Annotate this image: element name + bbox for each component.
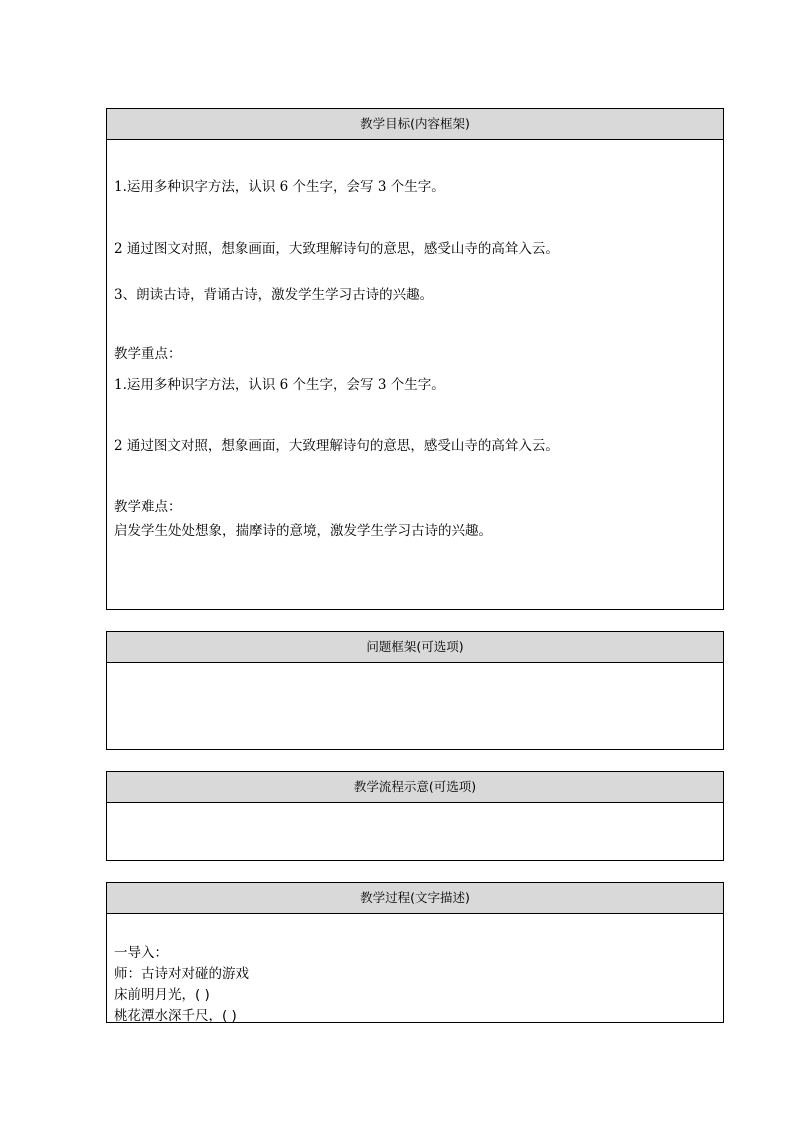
process-box bbox=[106, 882, 724, 1023]
key-points-label: 教学重点： bbox=[114, 346, 182, 362]
questions-header: 问题框架(可选项) bbox=[107, 632, 723, 663]
objectives-box bbox=[106, 108, 724, 610]
objective-line-2: 2 通过图文对照，想象画面，大致理解诗句的意思，感受山寺的高耸入云。 bbox=[114, 241, 559, 257]
key-point-line-1: 1.运用多种识字方法，认识 6 个生字，会写 3 个生字。 bbox=[114, 377, 445, 393]
process-line-2: 师：古诗对对碰的游戏 bbox=[114, 966, 249, 982]
difficulty-line-1: 启发学生处处想象，揣摩诗的意境，激发学生学习古诗的兴趣。 bbox=[114, 523, 492, 539]
questions-box bbox=[106, 631, 724, 750]
objective-line-1: 1.运用多种识字方法，认识 6 个生字，会写 3 个生字。 bbox=[114, 179, 445, 195]
process-header: 教学过程(文字描述) bbox=[107, 883, 723, 914]
process-line-3: 床前明月光，( ) bbox=[114, 987, 210, 1003]
process-line-4: 桃花潭水深千尺，( ) bbox=[114, 1008, 237, 1024]
difficulties-label: 教学难点： bbox=[114, 499, 182, 515]
flow-box bbox=[106, 771, 724, 861]
objectives-header: 教学目标(内容框架) bbox=[107, 109, 723, 140]
process-line-1: 一导入： bbox=[114, 945, 168, 961]
key-point-line-2: 2 通过图文对照，想象画面，大致理解诗句的意思，感受山寺的高耸入云。 bbox=[114, 438, 559, 454]
flow-header: 教学流程示意(可选项) bbox=[107, 772, 723, 803]
objective-line-3: 3、朗读古诗，背诵古诗，激发学生学习古诗的兴趣。 bbox=[114, 287, 434, 303]
